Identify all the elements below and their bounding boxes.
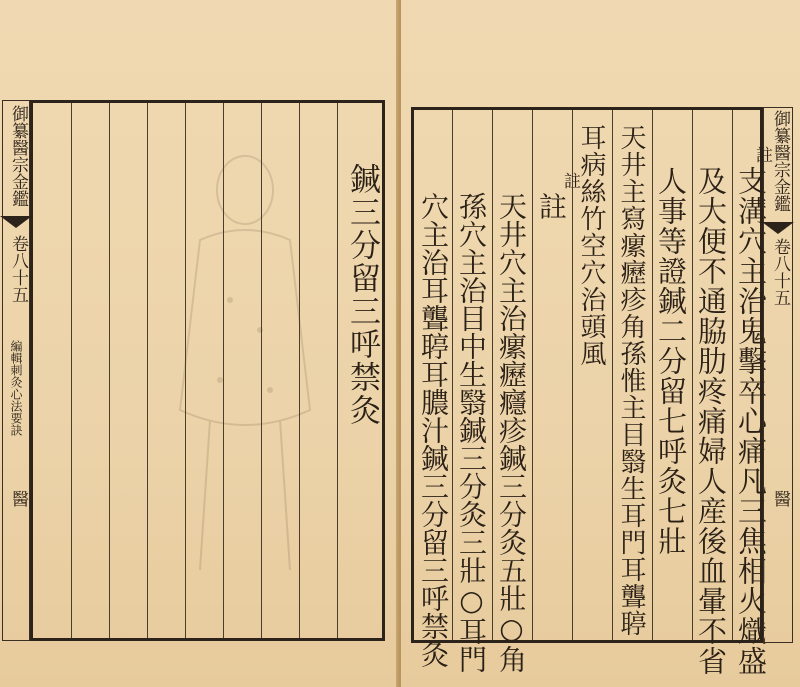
- text-column-2: 及大便不通脇肋疼痛婦人産後血暈不省: [694, 166, 728, 676]
- right-page: [401, 0, 800, 687]
- annotation-marker: 註: [752, 146, 772, 163]
- right-page-frame: [411, 107, 772, 676]
- right-margin-mark: 醫: [770, 490, 790, 507]
- text-column-9: 穴主治耳聾聤耳膿汁鍼三分留三呼禁灸: [417, 192, 450, 668]
- left-margin-mark: 醫: [8, 490, 28, 507]
- left-margin-section: 編輯刺灸心法要訣: [9, 340, 23, 436]
- column-rule: [71, 103, 72, 638]
- left-margin-title: 御纂醫宗金鑑: [8, 105, 28, 207]
- column-rule: [185, 103, 186, 638]
- left-fishtail-mark: [0, 216, 32, 228]
- text-column-3: 人事等證鍼二分留七呼灸七壯: [654, 166, 688, 556]
- text-column-6: 註: [535, 192, 568, 220]
- column-rule: [109, 103, 110, 638]
- right-margin-title: 御纂醫宗金鑑: [770, 110, 790, 212]
- right-margin-volume: 卷八十五: [770, 238, 790, 306]
- column-rule: [337, 103, 338, 638]
- right-fishtail-mark: [762, 222, 794, 234]
- column-rule: [532, 110, 533, 640]
- left-margin-volume: 卷八十五: [8, 235, 28, 303]
- left-text-column: 鍼三分留三呼禁灸: [344, 163, 380, 427]
- column-rule: [223, 103, 224, 638]
- text-column-5: 耳病絲竹空穴治頭風: [576, 124, 606, 367]
- column-rule: [299, 103, 300, 638]
- left-page: [0, 0, 399, 687]
- text-column-1: 支溝穴主治鬼擊卒心痛凡三焦相火熾盛: [734, 166, 768, 676]
- text-column-7: 天井穴主治瘰癧癮疹鍼三分灸五壯○角: [495, 192, 528, 673]
- text-column-4: 天井主寫瘰癧疹角孫惟主目翳生耳門耳聾聤: [616, 124, 646, 637]
- text-column-8: 孫穴主治目中生翳鍼三分灸三壯○耳門: [455, 192, 488, 673]
- column-rule: [147, 103, 148, 638]
- column-rule: [261, 103, 262, 638]
- annotation-marker: 註: [560, 172, 580, 189]
- left-page-frame: [30, 100, 385, 641]
